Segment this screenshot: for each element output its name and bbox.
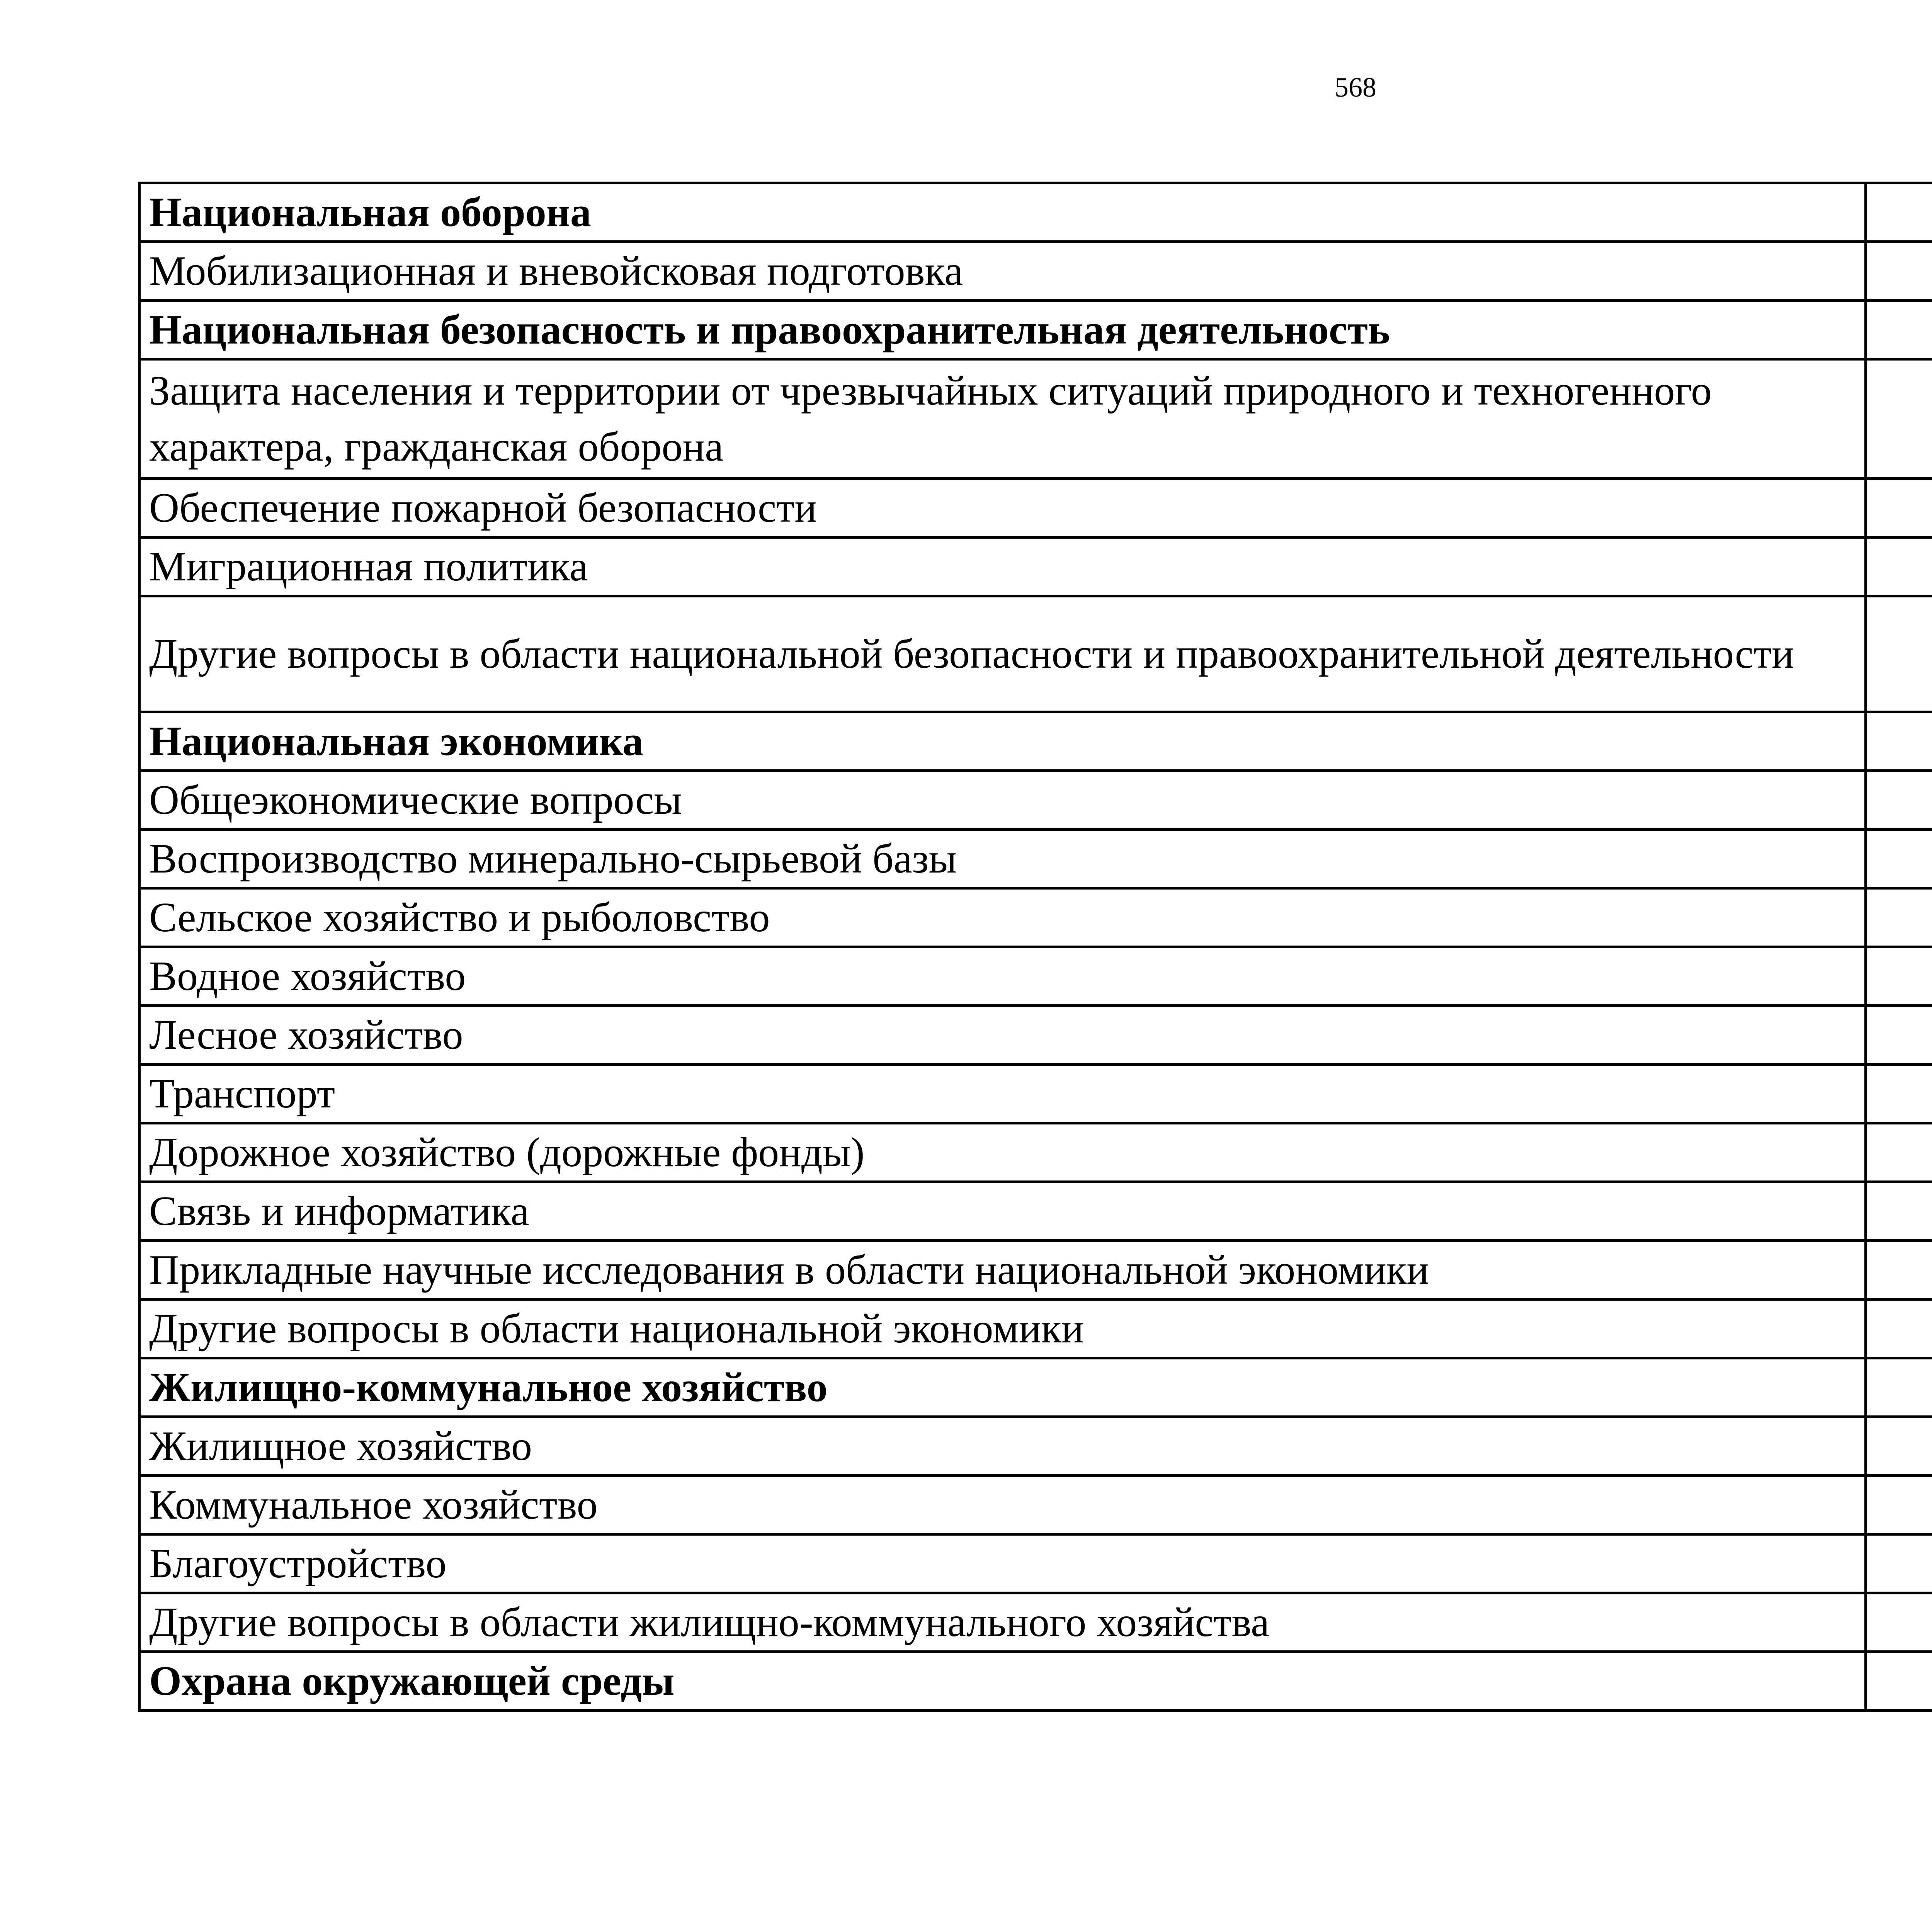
budget-table [138, 182, 1932, 1712]
row-name: Национальная безопасность и правоохранительная деятельность [139, 301, 1866, 359]
table-row [139, 771, 1932, 830]
section-row [139, 301, 1932, 359]
row-name: Другие вопросы в области национальной экономики [139, 1300, 1866, 1358]
table-row [139, 242, 1932, 301]
table-row [139, 1534, 1932, 1593]
table-row [139, 1417, 1932, 1476]
row-name: Национальная оборона [139, 183, 1866, 242]
row-name: Мобилизационная и вневойсковая подготовка [139, 242, 1866, 301]
row-code [1866, 301, 1932, 359]
row-code [1866, 830, 1932, 888]
table-row [139, 596, 1932, 712]
section-row [139, 1358, 1932, 1417]
section-row [139, 1652, 1932, 1711]
row-code [1866, 888, 1932, 947]
row-code [1866, 1593, 1932, 1652]
row-name: Коммунальное хозяйство [139, 1476, 1866, 1534]
row-code [1866, 1123, 1932, 1182]
row-name: Связь и информатика [139, 1182, 1866, 1241]
row-name: Воспроизводство минерально-сырьевой базы [139, 830, 1866, 888]
table-row [139, 1006, 1932, 1065]
row-code [1866, 359, 1932, 479]
row-name: Прикладные научные исследования в области национальной экономики [139, 1241, 1866, 1300]
row-code [1866, 947, 1932, 1006]
section-row [139, 183, 1932, 242]
table-row [139, 947, 1932, 1006]
row-code [1866, 1476, 1932, 1534]
row-code [1866, 538, 1932, 596]
row-name: Благоустройство [139, 1534, 1866, 1593]
row-name: Лесное хозяйство [139, 1006, 1866, 1065]
row-code [1866, 1534, 1932, 1593]
row-code [1866, 1417, 1932, 1476]
table-row [139, 1476, 1932, 1534]
row-code [1866, 1300, 1932, 1358]
table-body [139, 183, 1932, 1711]
section-row [139, 712, 1932, 771]
table-row [139, 479, 1932, 538]
row-code [1866, 712, 1932, 771]
row-code [1866, 183, 1932, 242]
row-name: Другие вопросы в области жилищно-коммунального хозяйства [139, 1593, 1866, 1652]
row-name: Охрана окружающей среды [139, 1652, 1866, 1711]
table-row [139, 538, 1932, 596]
row-code [1866, 479, 1932, 538]
table-row [139, 359, 1932, 479]
table-row [139, 830, 1932, 888]
row-name: Обеспечение пожарной безопасности [139, 479, 1866, 538]
row-code [1866, 1241, 1932, 1300]
table-row [139, 1123, 1932, 1182]
row-code [1866, 596, 1932, 712]
row-name: Транспорт [139, 1065, 1866, 1123]
row-code [1866, 1006, 1932, 1065]
row-name: Национальная экономика [139, 712, 1866, 771]
row-code [1866, 771, 1932, 830]
page-number: 568 [1335, 72, 1376, 103]
row-name: Жилищно-коммунальное хозяйство [139, 1358, 1866, 1417]
row-name: Защита населения и территории от чрезвычайных ситуаций природного и техногенного характера, гражданская оборона [139, 359, 1866, 479]
row-code [1866, 242, 1932, 301]
row-name: Общеэкономические вопросы [139, 771, 1866, 830]
row-code [1866, 1182, 1932, 1241]
row-name: Сельское хозяйство и рыболовство [139, 888, 1866, 947]
row-name: Дорожное хозяйство (дорожные фонды) [139, 1123, 1866, 1182]
table-row [139, 1241, 1932, 1300]
table-row [139, 888, 1932, 947]
row-code [1866, 1358, 1932, 1417]
row-name: Миграционная политика [139, 538, 1866, 596]
row-name: Водное хозяйство [139, 947, 1866, 1006]
table-row [139, 1300, 1932, 1358]
row-name: Другие вопросы в области национальной безопасности и правоохранительной деятельности [139, 596, 1866, 712]
table-row [139, 1065, 1932, 1123]
row-code [1866, 1065, 1932, 1123]
table-row [139, 1182, 1932, 1241]
row-code [1866, 1652, 1932, 1711]
table-row [139, 1593, 1932, 1652]
row-name: Жилищное хозяйство [139, 1417, 1866, 1476]
